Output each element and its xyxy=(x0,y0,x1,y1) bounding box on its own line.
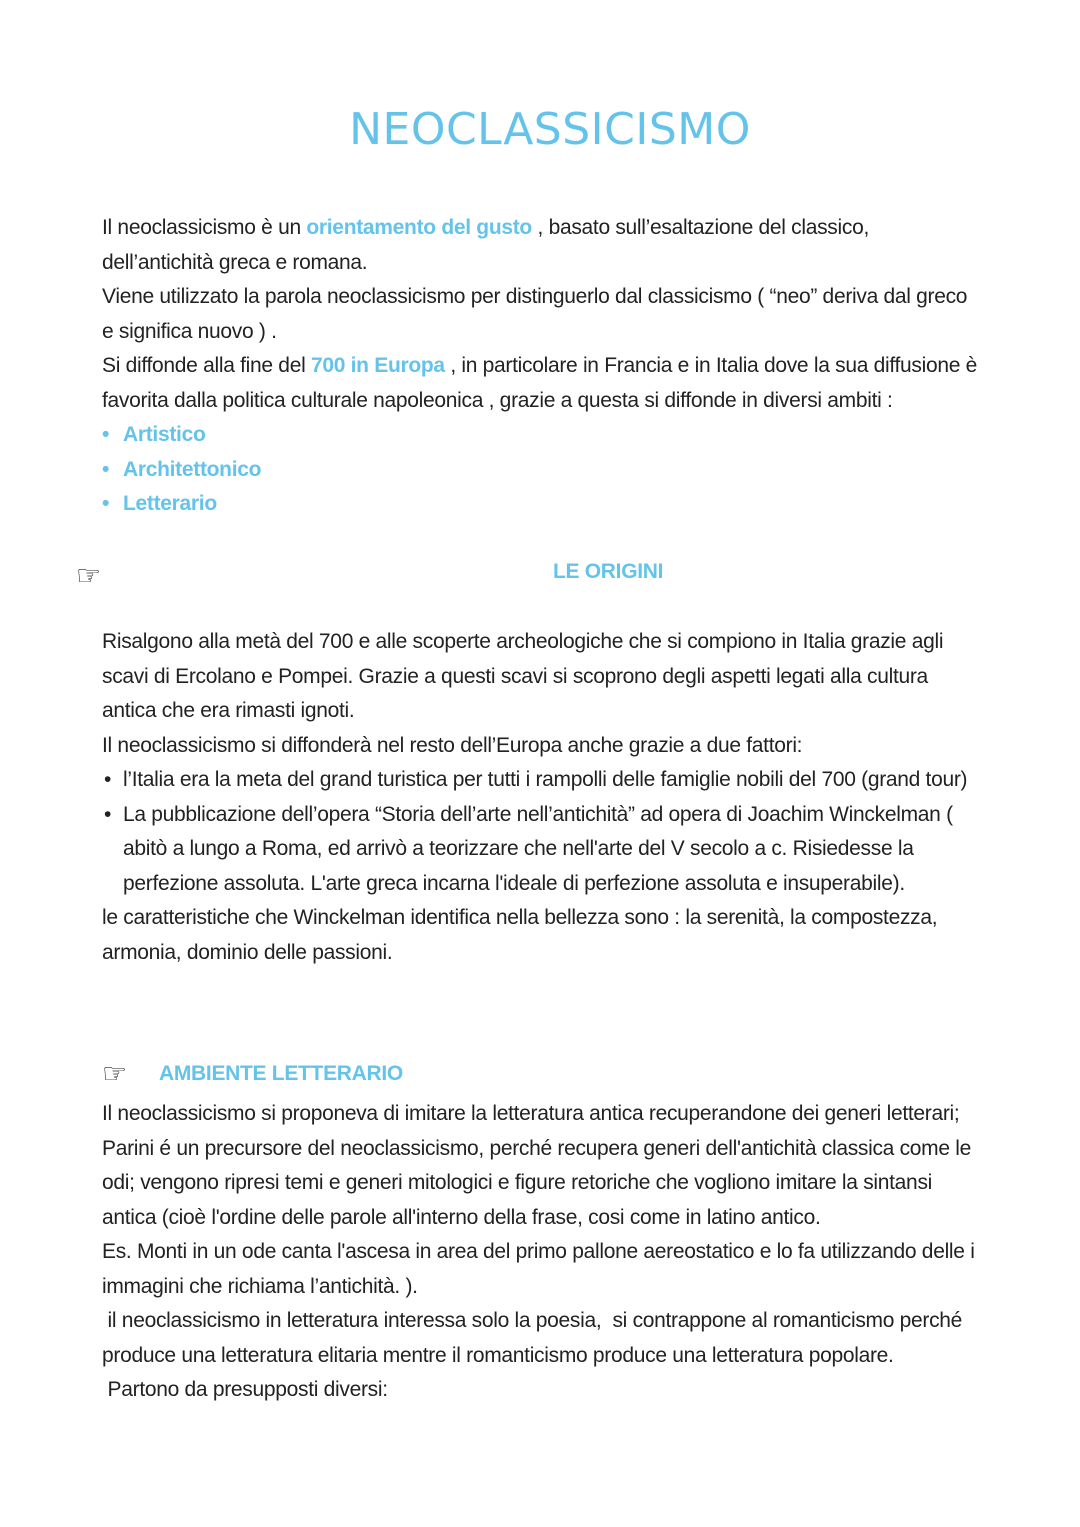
origini-section xyxy=(102,625,982,970)
page-title: NEOCLASSICISMO xyxy=(349,104,751,155)
intro-paragraph-3: Si diffonde alla fine del 700 in Europa , in particolare in Francia e in Italia dove la sua diffusione è favorita dalla politica culturale napoleonica , grazie a questa si diffonde in diversi ambiti : xyxy=(102,354,978,412)
pointing-hand-icon: ☞ xyxy=(76,559,102,592)
intro-section xyxy=(102,211,982,522)
list-item-letterario: • Letterario xyxy=(102,487,982,522)
list-item-fattore-2: • La pubblicazione dell’opera “Storia dell’arte nell’antichità” ad opera di Joachim Winckelman ( abitò a lungo a Roma, ed arrivò a teorizzare che nell'arte del V secolo a c. Risiedesse la perfezione assoluta. L'arte greca incarna l'ideale di perfezione assoluta e insuperabile). xyxy=(102,798,982,902)
ambiente-paragraph-2: Es. Monti in un ode canta l'ascesa in area del primo pallone aereostatico e lo fa utilizzando delle i immagini che richiama l’antichità. ). xyxy=(102,1240,975,1298)
fattori-list xyxy=(102,763,982,901)
ambiente-paragraph-4: Partono da presupposti diversi: xyxy=(102,1378,388,1401)
list-item-artistico: • Artistico xyxy=(102,418,982,453)
ambiente-paragraph-1: Il neoclassicismo si proponeva di imitare la letteratura antica recuperandone dei generi letterari; Parini é un precursore del neoclassicismo, perché recupera generi dell'antichità classica come le odi; vengono ripresi temi e generi mitologici e figure retoriche che vogliono imitare la sintansi antica (cioè l'ordine delle parole all'interno della frase, cosi come in latino antico. xyxy=(102,1102,972,1229)
highlight-700-europa: 700 in Europa xyxy=(310,354,445,377)
origini-paragraph-1: Risalgono alla metà del 700 e alle scoperte archeologiche che si compiono in Italia grazie agli scavi di Ercolano e Pompei. Grazie a questi scavi si scoprono degli aspetti legati alla cultura antica che era rimasti ignoti. xyxy=(102,630,944,722)
intro-paragraph-2: Viene utilizzato la parola neoclassicismo per distinguerlo dal classicismo ( “neo” deriva dal greco e significa nuovo ) . xyxy=(102,285,968,343)
ambiente-paragraph-3: il neoclassicismo in letteratura interessa solo la poesia, si contrappone al romanticismo perché produce una letteratura elitaria mentre il romanticismo produce una letteratura popolare. xyxy=(102,1309,968,1367)
origini-paragraph-3: le caratteristiche che Winckelman identifica nella bellezza sono : la serenità, la compostezza, armonia, dominio delle passioni. xyxy=(102,906,938,964)
heading-ambiente-letterario: AMBIENTE LETTERARIO xyxy=(159,1062,403,1085)
ambiente-section xyxy=(102,1097,982,1408)
intro-paragraph-1: Il neoclassicismo è un orientamento del gusto , basato sull’esaltazione del classico, dell’antichità greca e romana. xyxy=(102,216,869,274)
pointing-hand-icon: ☞ xyxy=(102,1057,128,1090)
highlight-orientamento: orientamento del gusto xyxy=(306,216,532,239)
list-item-architettonico: • Architettonico xyxy=(102,453,982,488)
ambiti-list xyxy=(102,418,982,522)
heading-le-origini: LE ORIGINI xyxy=(553,560,664,583)
origini-paragraph-2: Il neoclassicismo si diffonderà nel resto dell’Europa anche grazie a due fattori: xyxy=(102,733,803,757)
list-item-fattore-1: • l’Italia era la meta del grand turistica per tutti i rampolli delle famiglie nobili del 700 (grand tour) xyxy=(102,763,982,798)
